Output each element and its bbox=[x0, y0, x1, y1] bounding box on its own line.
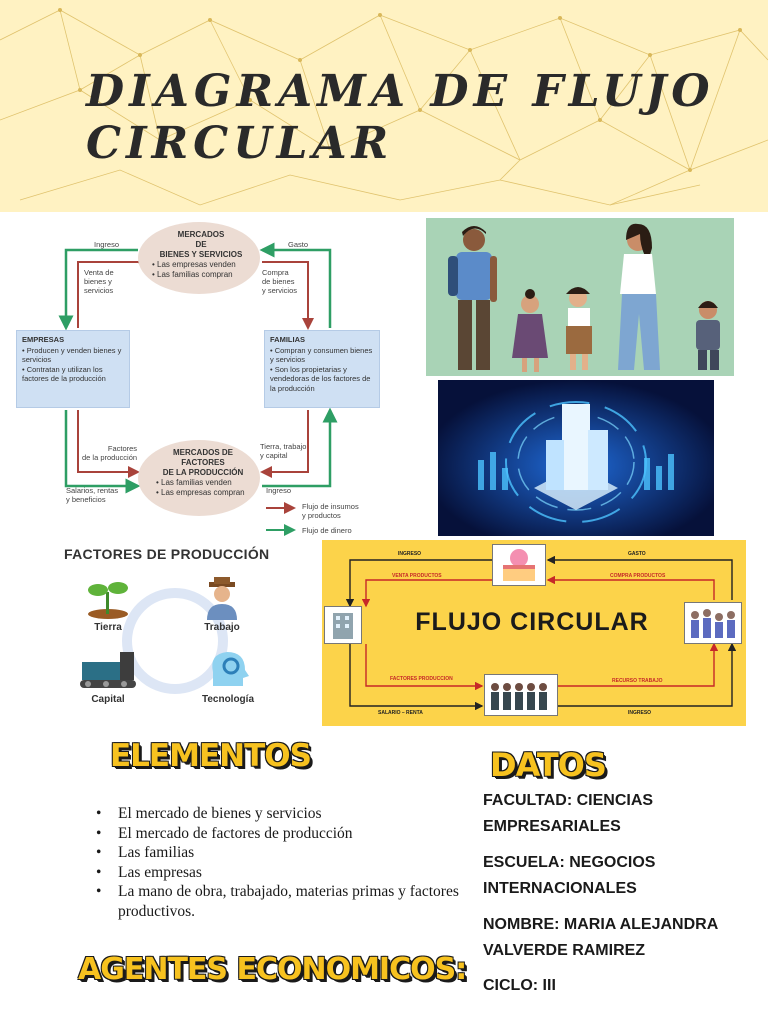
flow-label-ingreso-bottom: Ingreso bbox=[266, 486, 292, 495]
legend-money: Flujo de dinero bbox=[302, 526, 352, 535]
workers-group-icon bbox=[485, 675, 557, 715]
workers-image bbox=[484, 674, 558, 716]
card-label-ingreso-top: INGRESO bbox=[398, 551, 422, 557]
market-factors-oval bbox=[138, 440, 260, 516]
market-goods-item: • Las empresas venden bbox=[152, 260, 250, 270]
households-item: • Son los propietarias y vendedoras de los factores de la producción bbox=[270, 365, 374, 394]
flow-label-salarios: Salarios, rentas y beneficios bbox=[66, 486, 119, 504]
brain-gear-icon bbox=[203, 646, 253, 692]
households-title: FAMILIAS bbox=[270, 335, 305, 344]
store-icon bbox=[493, 545, 545, 585]
elementos-heading: ELEMENTOS bbox=[110, 738, 311, 774]
factor-label: Trabajo bbox=[204, 622, 240, 633]
card-label-gasto: GASTO bbox=[628, 551, 646, 557]
page-title-line-2: CIRCULAR bbox=[86, 118, 394, 169]
factor-label: Tecnología bbox=[201, 694, 255, 705]
datos-heading: DATOS bbox=[490, 746, 606, 784]
list-item: • Las empresas bbox=[96, 863, 466, 883]
market-goods-title: MERCADOS DE BIENES Y SERVICIOS bbox=[159, 230, 243, 259]
dato-ciclo: CICLO: III bbox=[483, 977, 556, 994]
card-label-venta: VENTA PRODUCTOS bbox=[392, 573, 442, 579]
family-group-icon bbox=[685, 603, 741, 643]
flow-label-tierra-trabajo: Tierra, trabajo y capital bbox=[260, 442, 307, 460]
list-item: • El mercado de bienes y servicios bbox=[96, 804, 466, 824]
factor-trabajo bbox=[182, 576, 262, 633]
company-image bbox=[324, 606, 362, 644]
machinery-icon bbox=[76, 648, 140, 692]
factor-capital bbox=[68, 648, 148, 705]
farmer-icon bbox=[197, 576, 247, 620]
card-label-ingreso-bottom: INGRESO bbox=[628, 710, 652, 716]
market-factors-item: • Las familias venden bbox=[156, 478, 250, 488]
dato-nombre: NOMBRE: MARIA ALEJANDRA VALVERDE RAMIREZ bbox=[483, 916, 718, 959]
agentes-heading: AGENTES ECONOMICOS: bbox=[78, 952, 467, 987]
factor-label: Capital bbox=[91, 694, 125, 705]
firms-box bbox=[16, 330, 130, 408]
flow-label-factores: Factores de la producción bbox=[82, 444, 138, 462]
family-icon bbox=[426, 218, 734, 376]
card-label-recurso: RECURSO TRABAJO bbox=[612, 678, 663, 684]
market-goods-oval bbox=[138, 222, 260, 294]
flow-label-gasto: Gasto bbox=[288, 240, 309, 249]
smart-city-illustration bbox=[438, 380, 714, 536]
firms-item: • Contratan y utilizan los factores de la producción bbox=[22, 365, 124, 384]
list-item: • El mercado de factores de producción bbox=[96, 824, 466, 844]
title-banner bbox=[0, 0, 768, 212]
card-title: FLUJO CIRCULAR bbox=[415, 608, 649, 636]
plant-icon bbox=[83, 576, 133, 620]
elementos-list bbox=[96, 804, 466, 921]
factors-title: FACTORES DE PRODUCCIÓN bbox=[64, 546, 270, 562]
firms-item: • Producen y venden bienes y servicios bbox=[22, 346, 124, 365]
dato-facultad: FACULTAD: CIENCIAS EMPRESARIALES bbox=[483, 792, 654, 835]
dato-escuela: ESCUELA: NEGOCIOS INTERNACIONALES bbox=[483, 854, 656, 897]
circular-flow-card bbox=[322, 540, 746, 726]
family-image bbox=[684, 602, 742, 644]
card-label-salario: SALARIO – RENTA bbox=[378, 710, 423, 716]
production-factors-panel bbox=[40, 540, 310, 720]
store-image bbox=[492, 544, 546, 586]
legend-inputs: Flujo de insumos y productos bbox=[302, 502, 359, 520]
factor-tecnologia bbox=[188, 646, 268, 705]
market-factors-title: MERCADOS DE FACTORES DE LA PRODUCCIÓN bbox=[162, 448, 244, 477]
market-goods-item: • Las familias compran bbox=[152, 270, 250, 280]
page-title-line-1: DIAGRAMA DE FLUJO bbox=[86, 66, 715, 117]
factor-tierra bbox=[68, 576, 148, 633]
households-item: • Compran y consumen bienes y servicios bbox=[270, 346, 374, 365]
flow-label-ingreso-top: Ingreso bbox=[94, 240, 120, 249]
market-factors-item: • Las empresas compran bbox=[156, 488, 250, 498]
flow-label-compra: Compra de bienes y servicios bbox=[262, 268, 298, 295]
households-box bbox=[264, 330, 380, 408]
flow-label-venta: Venta de bienes y servicios bbox=[84, 268, 114, 295]
family-illustration bbox=[426, 218, 734, 376]
factor-label: Tierra bbox=[94, 622, 122, 633]
firms-title: EMPRESAS bbox=[22, 335, 65, 344]
list-item: • Las familias bbox=[96, 843, 466, 863]
circular-flow-diagram bbox=[10, 218, 402, 540]
card-label-compra: COMPRA PRODUCTOS bbox=[610, 573, 666, 579]
smart-building-icon bbox=[438, 380, 714, 536]
card-label-factores: FACTORES PRODUCCION bbox=[390, 676, 453, 682]
building-icon bbox=[325, 607, 361, 643]
list-item: • La mano de obra, trabajado, materias primas y factores productivos. bbox=[96, 882, 466, 921]
